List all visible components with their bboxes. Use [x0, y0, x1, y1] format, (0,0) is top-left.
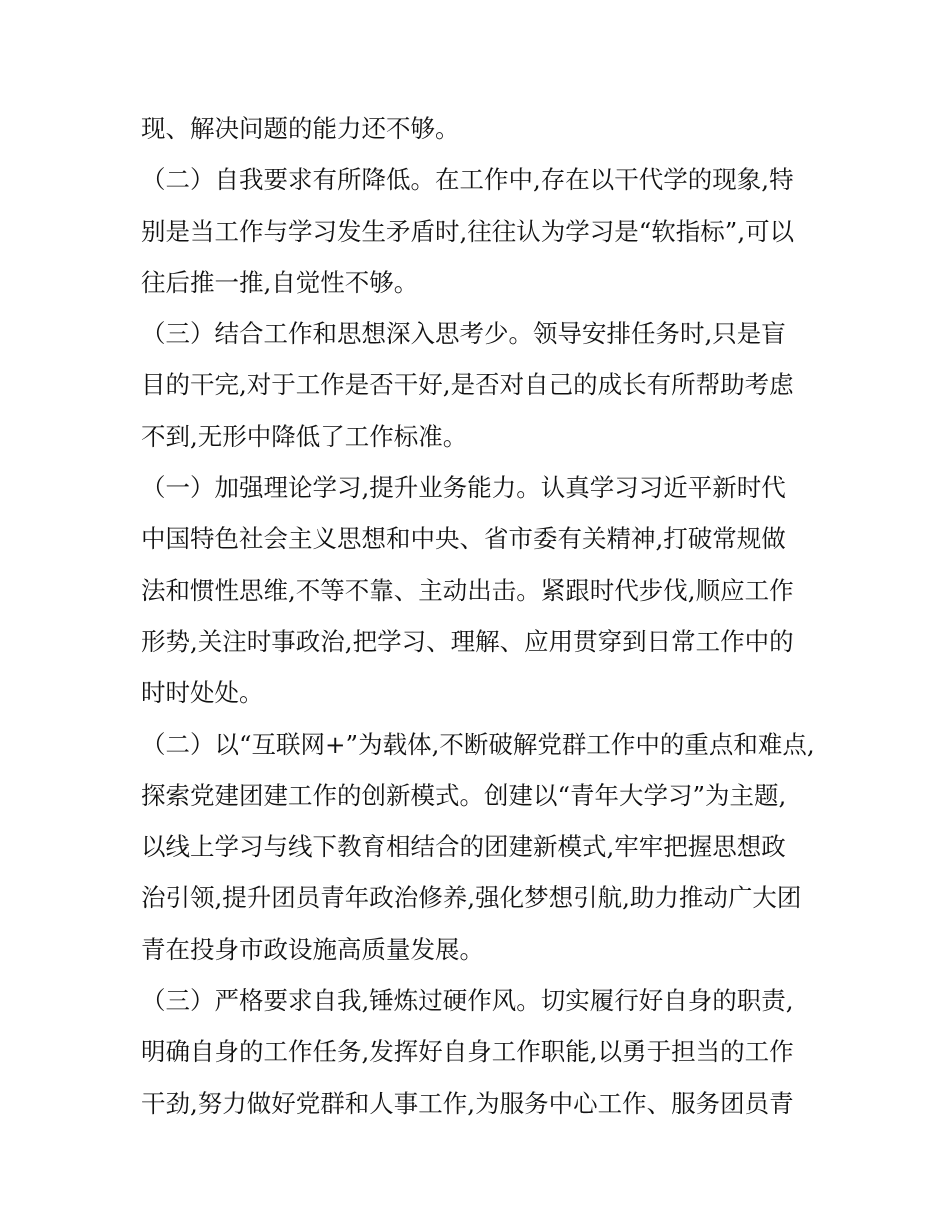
text-line: 明确自身的工作任务,发挥好自身工作职能,以勇于担当的工作: [141, 1037, 794, 1067]
text-line: 探索党建团建工作的创新模式。创建以“青年大学习”为主题,: [141, 780, 787, 810]
text-line: （三）结合工作和思想深入思考少。领导安排任务时,只是盲: [141, 319, 786, 349]
text-line: 目的干完,对于工作是否干好,是否对自己的成长有所帮助考虑: [141, 370, 794, 400]
text-line: 干劲,努力做好党群和人事工作,为服务中心工作、服务团员青: [141, 1088, 794, 1118]
text-line: 治引领,提升团员青年政治修养,强化梦想引航,助力推动广大团: [141, 883, 802, 913]
text-line: （一）加强理论学习,提升业务能力。认真学习习近平新时代: [141, 473, 786, 503]
text-line: 往后推一推,自觉性不够。: [141, 267, 419, 297]
text-line: 法和惯性思维,不等不靠、主动出击。紧跟时代步伐,顺应工作: [141, 575, 794, 605]
text-line: 青在投身市政设施高质量发展。: [141, 934, 484, 964]
text-line: 现、解决问题的能力还不够。: [141, 114, 460, 143]
text-line: 以线上学习与线下教育相结合的团建新模式,牢牢把握思想政: [141, 832, 786, 862]
text-line: 别是当工作与学习发生矛盾时,往往认为学习是“软指标”,可以: [141, 216, 795, 246]
text-line: 形势,关注时事政治,把学习、理解、应用贯穿到日常工作中的: [141, 626, 794, 656]
text-line: （二）自我要求有所降低。在工作中,存在以干代学的现象,特: [141, 165, 794, 195]
document-body: [141, 103, 821, 1129]
text-line: （二）以“互联网+”为载体,不断破解党群工作中的重点和难点,: [141, 729, 815, 759]
text-line: （三）严格要求自我,锤炼过硬作风。切实履行好自身的职责,: [141, 986, 794, 1016]
text-line: 时时处处。: [141, 678, 264, 708]
text-line: 中国特色社会主义思想和中央、省市委有关精神,打破常规做: [141, 524, 786, 554]
text-line: 不到,无形中降低了工作标准。: [141, 421, 468, 451]
